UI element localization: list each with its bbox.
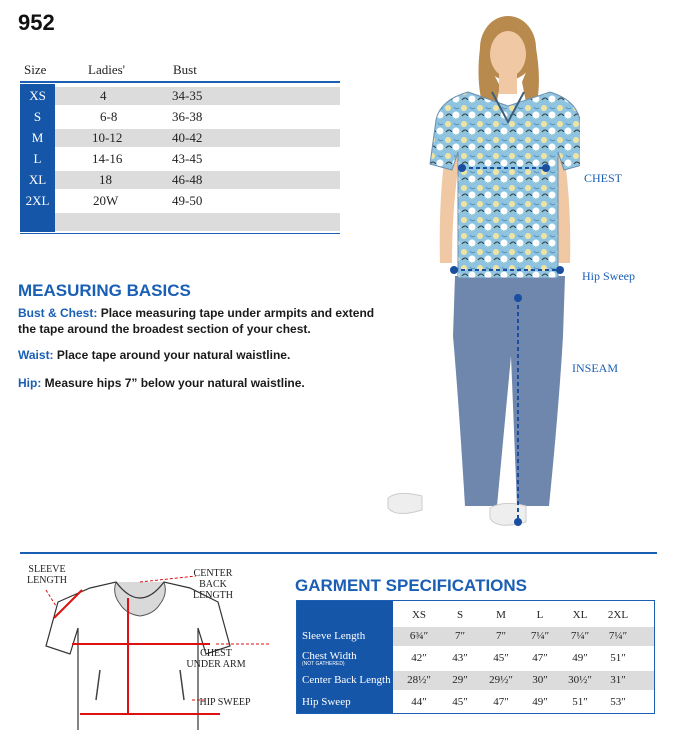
size-header-xl: XL xyxy=(572,609,588,621)
hip-sweep-label: Hip Sweep xyxy=(582,269,635,283)
chest-under-arm-label: CHEST UNDER ARM xyxy=(186,648,246,670)
bust-header: Bust xyxy=(173,62,197,77)
center-back-length-label: CENTER BACK LENGTH xyxy=(193,568,233,601)
garment-specs-table xyxy=(296,600,655,714)
chest-label: CHEST xyxy=(584,171,623,185)
size-header-xs: XS xyxy=(411,609,427,621)
measuring-basics-title: MEASURING BASICS xyxy=(18,281,191,300)
spec-row-chest-width: Chest Width (NOT GATHERED) 42″ 43″ 45″ 47″ 49″ 51″ xyxy=(302,650,626,667)
size-chart-bottom-rule xyxy=(20,233,340,234)
size-chart-rule xyxy=(20,81,340,83)
waist-instruction: Waist: Place tape around your natural waistline. xyxy=(18,348,291,362)
model-figure xyxy=(380,8,580,538)
spec-row-center-back-length: Center Back Length 28½″ 29″ 29½″ 30″ 30½″ 31″ xyxy=(297,670,654,691)
size-chart-header xyxy=(20,62,340,80)
size-row: S 6-8 36-38 xyxy=(33,109,203,124)
size-row: M 10-12 40-42 xyxy=(20,128,340,148)
hip-instruction: Hip: Measure hips 7” below your natural waistline. xyxy=(18,376,305,390)
style-number: 952 xyxy=(18,10,55,35)
section-divider xyxy=(20,552,657,554)
size-header: Size xyxy=(24,62,47,77)
sleeve-length-label: SLEEVE LENGTH xyxy=(27,564,67,586)
size-header-m: M xyxy=(496,609,506,621)
bust-chest-instruction: Bust & Chest: Place measuring tape under armpits and extend the tape around the broadest section of your chest. xyxy=(18,306,375,336)
size-row-empty xyxy=(20,212,340,232)
size-header-2xl: 2XL xyxy=(607,609,629,621)
size-row: 2XL 20W 49-50 xyxy=(25,193,203,208)
garment-specs-title: GARMENT SPECIFICATIONS xyxy=(295,576,528,595)
size-row: XL 18 46-48 xyxy=(20,170,340,190)
size-header-l: L xyxy=(536,609,544,621)
spec-row-hip-sweep: Hip Sweep 44″ 45″ 47″ 49″ 51″ 53″ xyxy=(302,696,626,708)
ladies-header: Ladies' xyxy=(88,62,125,77)
spec-row-sleeve-length: Sleeve Length 6¾″ 7″ 7″ 7¼″ 7¼″ 7¼″ xyxy=(297,626,654,647)
hip-sweep-sketch-label: HIP SWEEP xyxy=(199,697,251,708)
size-row: L 14-16 43-45 xyxy=(33,151,203,166)
size-row: XS 4 34-35 xyxy=(20,86,340,106)
inseam-label: INSEAM xyxy=(572,361,619,375)
size-header-s: S xyxy=(456,609,464,621)
